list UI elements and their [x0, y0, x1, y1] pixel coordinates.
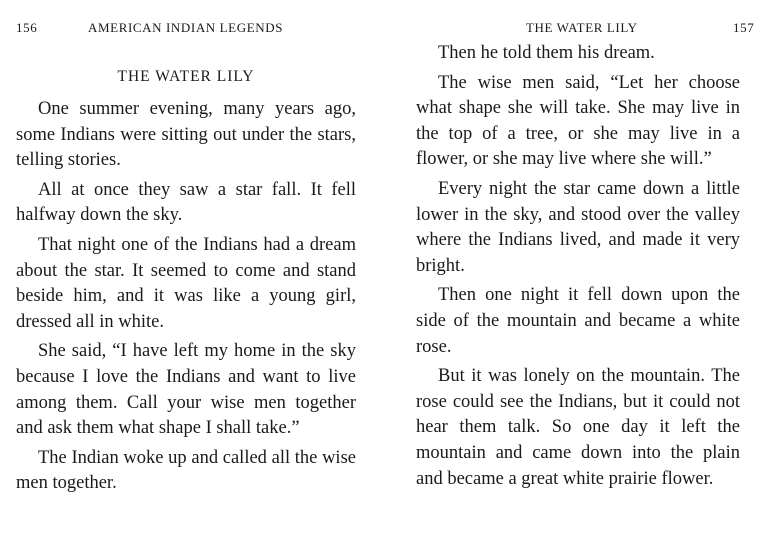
chapter-title: THE WATER LILY	[117, 68, 255, 85]
paragraph: Then one night it fell down upon the side of the mountain and became a white rose.	[416, 285, 740, 357]
page-number-right: 157	[733, 20, 755, 35]
paragraph: But it was lonely on the mountain. The rose could see the Indians, but it could not hear them talk. So one day it left the mountain and came down into the plain and became a great white prairie flower.	[416, 366, 740, 489]
paragraph: That night one of the Indians had a dream about the star. It seemed to come and stand beside him, and it was like a young girl, dressed all in white.	[16, 234, 356, 332]
paragraph: The wise men said, “Let her choose what shape she will take. She may live in the top of a tree, or she may live in a flower, or she may live where she will.”	[416, 72, 740, 170]
running-head-left: AMERICAN INDIAN LEGENDS	[88, 20, 284, 35]
paragraph: All at once they saw a star fall. It fell halfway down the sky.	[16, 179, 356, 226]
paragraph: Then he told them his dream.	[438, 43, 655, 63]
paragraph: The Indian woke up and called all the wise men together.	[16, 447, 356, 494]
right-page	[386, 0, 773, 551]
left-page	[0, 0, 386, 551]
left-page-body	[16, 97, 356, 501]
paragraph: Every night the star came down a little lower in the sky, and stood over the valley where the Indians lived, and made it very bright.	[416, 178, 740, 276]
paragraph: She said, “I have left my home in the sky because I love the Indians and want to live among them. Call your wise men together and ask them what shape I shall take.”	[16, 341, 356, 439]
paragraph: One summer evening, many years ago, some Indians were sitting out under the stars, telling stories.	[16, 99, 356, 171]
running-head-right: THE WATER LILY	[526, 20, 638, 35]
right-page-body	[416, 41, 740, 496]
page-number-left: 156	[16, 20, 38, 35]
